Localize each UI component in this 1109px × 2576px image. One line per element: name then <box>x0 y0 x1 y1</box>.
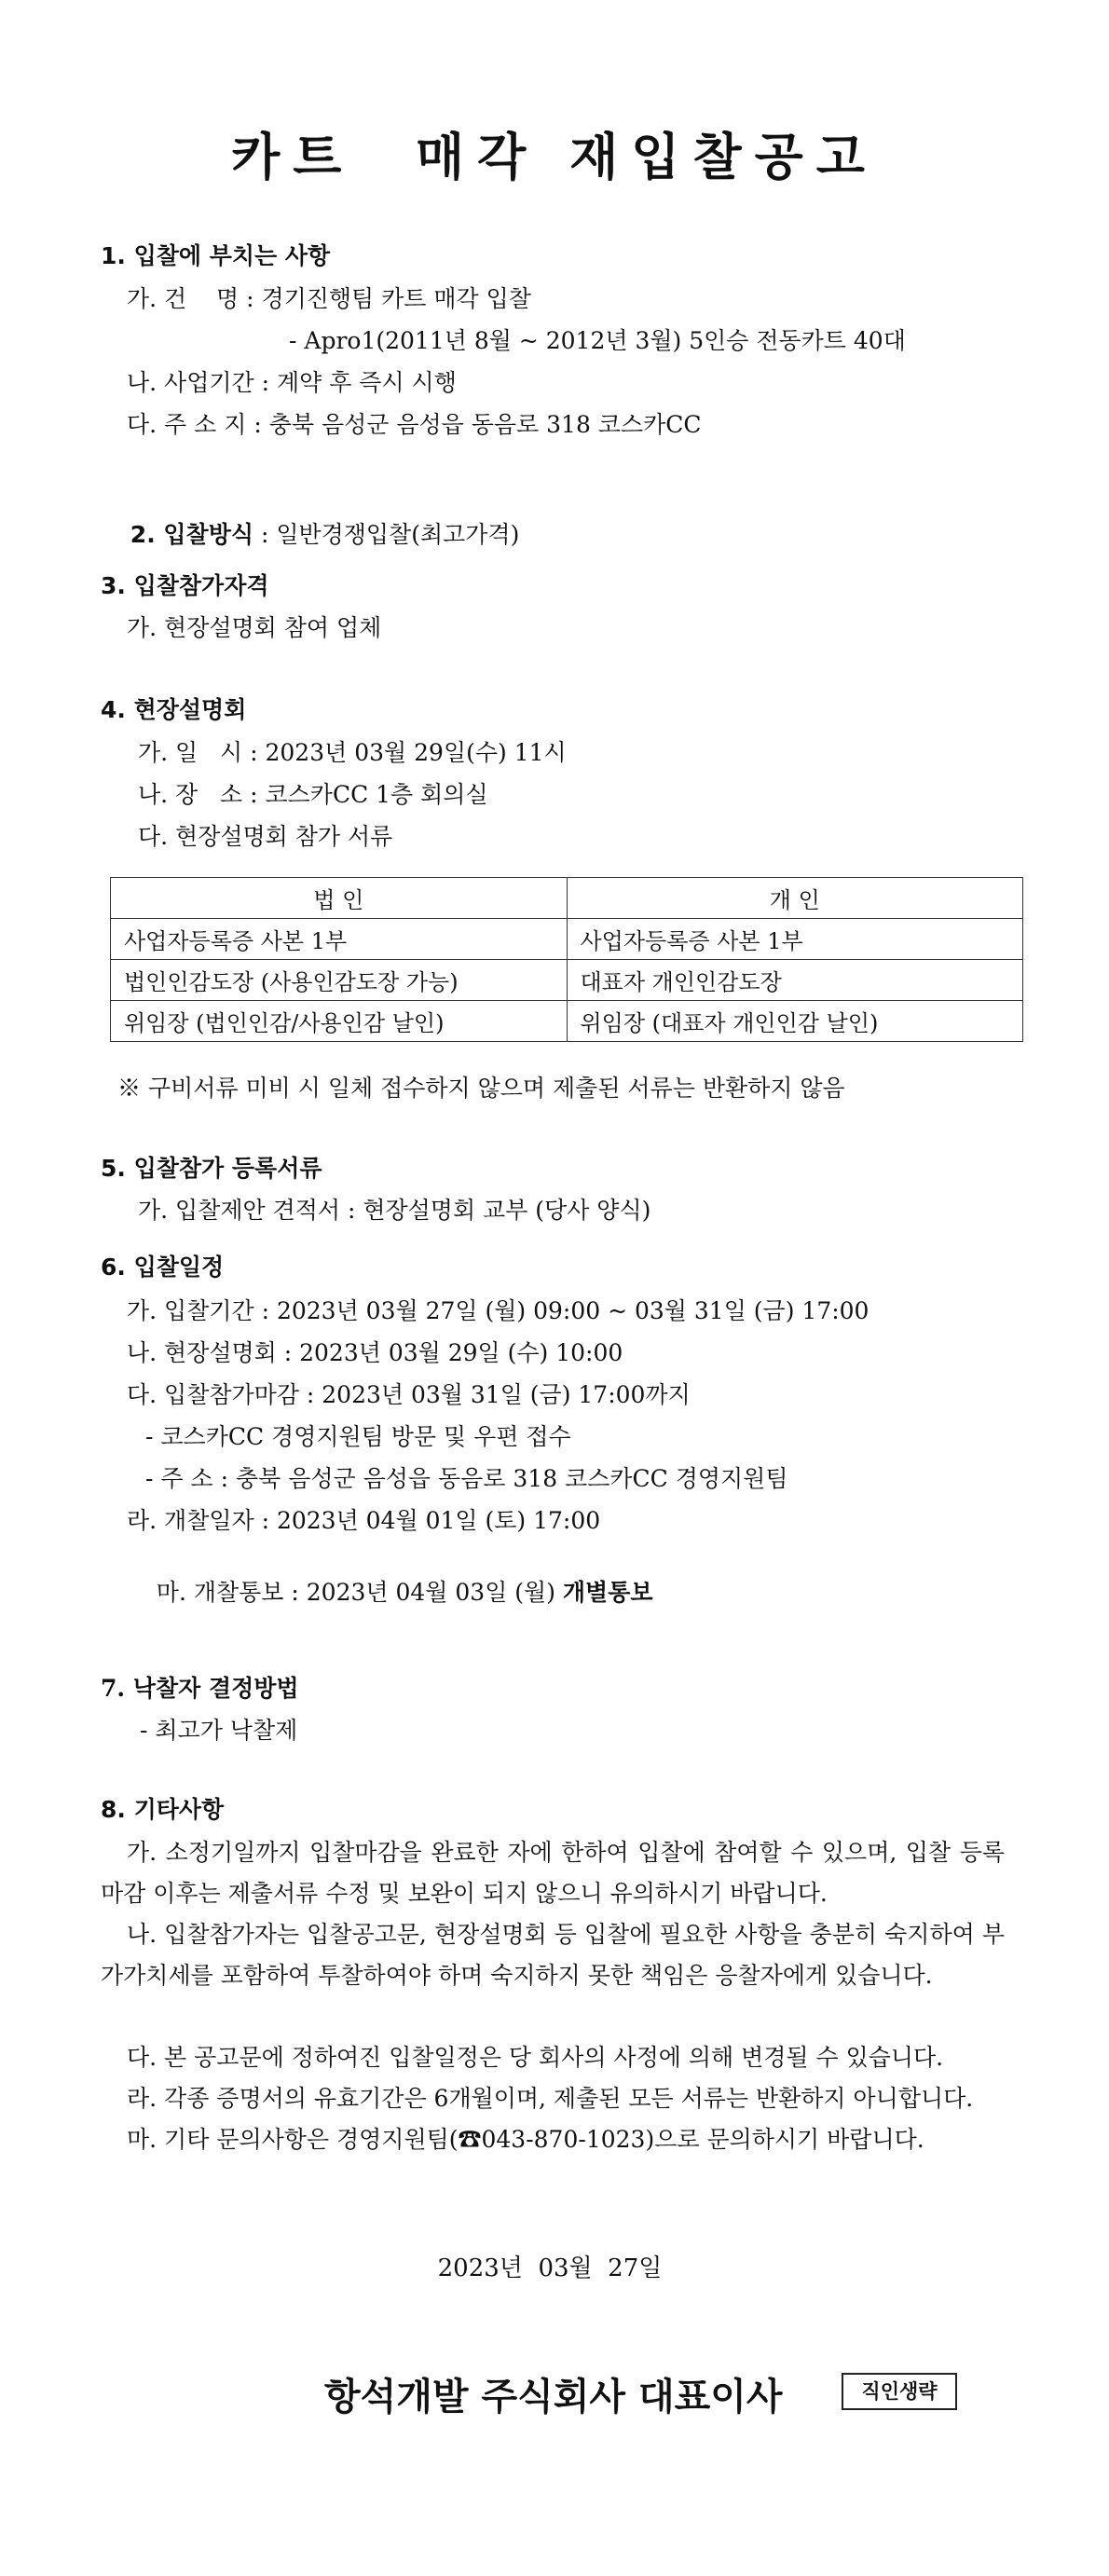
section-4-date: 가. 일 시 : 2023년 03월 29일(수) 11시 <box>138 739 567 766</box>
schedule-notification-emphasis: 개별통보 <box>562 1579 653 1606</box>
section-5-item: 가. 입찰제안 견적서 : 현장설명회 교부 (당사 양식) <box>138 1197 651 1224</box>
schedule-briefing: 나. 현장설명회 : 2023년 03월 29일 (수) 10:00 <box>127 1339 623 1366</box>
section-6-heading: 6. 입찰일정 <box>101 1254 225 1281</box>
schedule-deadline: 다. 입찰참가마감 : 2023년 03월 31일 (금) 17:00까지 <box>127 1381 691 1408</box>
section-1-address: 다. 주 소 지 : 충북 음성군 음성읍 동음로 318 코스카CC <box>127 411 702 438</box>
section-8-heading: 8. 기타사항 <box>101 1796 225 1823</box>
table-header-corporate: 법 인 <box>111 878 568 919</box>
seal-omitted-box: 직인생략 <box>842 2373 957 2410</box>
section-8-paragraph-b: 나. 입찰참가자는 입찰공고문, 현장설명회 등 입찰에 필요한 사항을 충분히 숙지하여 부가가치세를 포함하여 투찰하여야 하며 숙지하지 못한 책임은 응찰자에게 있습니다. <box>101 1921 1005 1989</box>
schedule-notification <box>127 1548 653 1637</box>
table-cell: 위임장 (대표자 개인인감 날인) <box>567 1001 1023 1042</box>
section-4-place: 나. 장 소 : 코스카CC 1층 회의실 <box>138 781 488 808</box>
section-1-name: 가. 건 명 : 경기진행팀 카트 매각 입찰 <box>127 285 531 312</box>
schedule-deadline-method: - 코스카CC 경영지원팀 방문 및 우편 접수 <box>145 1423 571 1450</box>
required-documents-table <box>110 877 1023 1042</box>
section-4-note: ※ 구비서류 미비 시 일체 접수하지 않으며 제출된 서류는 반환하지 않음 <box>117 1075 845 1102</box>
schedule-bid-period: 가. 입찰기간 : 2023년 03월 27일 (월) 09:00 ~ 03월 31일 (금) 17:00 <box>127 1297 869 1324</box>
section-7-item: - 최고가 낙찰제 <box>140 1717 298 1744</box>
table-row <box>111 919 1023 960</box>
section-8-paragraph-a: 가. 소정기일까지 입찰마감을 완료한 자에 한하여 입찰에 참여할 수 있으며, 입찰 등록마감 이후는 제출서류 수정 및 보완이 되지 않으니 유의하시기 바랍니다. <box>101 1839 1005 1907</box>
section-4-heading: 4. 현장설명회 <box>101 696 247 723</box>
section-2-line <box>101 490 519 580</box>
table-header-row <box>111 878 1023 919</box>
table-header-individual: 개 인 <box>567 878 1023 919</box>
table-cell: 사업자등록증 사본 1부 <box>111 919 568 960</box>
section-1-name-detail: - Apro1(2011년 8월 ~ 2012년 3월) 5인승 전동카트 40대 <box>289 327 906 354</box>
table-row <box>111 1001 1023 1042</box>
section-4-docs-label: 다. 현장설명회 참가 서류 <box>138 823 393 850</box>
table-cell: 사업자등록증 사본 1부 <box>567 919 1023 960</box>
section-7-heading: 7. 낙찰자 결정방법 <box>101 1675 299 1702</box>
table-cell: 위임장 (법인인감/사용인감 날인) <box>111 1001 568 1042</box>
section-8-paragraph-e: 마. 기타 문의사항은 경영지원팀(☎043-870-1023)으로 문의하시기 바랍니다. <box>127 2126 924 2153</box>
section-3-heading: 3. 입찰참가자격 <box>101 572 269 599</box>
section-3-item: 가. 현장설명회 참여 업체 <box>127 614 382 641</box>
schedule-opening-date: 라. 개찰일자 : 2023년 04월 01일 (토) 17:00 <box>127 1507 601 1534</box>
section-5-heading: 5. 입찰참가 등록서류 <box>101 1155 322 1182</box>
section-8-paragraph-c: 다. 본 공고문에 정하여진 입찰일정은 당 회사의 사정에 의해 변경될 수 있습니다. <box>127 2044 944 2071</box>
section-2-text: : 일반경쟁입찰(최고가격) <box>253 521 520 548</box>
section-1-heading: 1. 입찰에 부치는 사항 <box>101 242 331 269</box>
table-cell: 법인인감도장 (사용인감도장 가능) <box>111 960 568 1001</box>
section-1-period: 나. 사업기간 : 계약 후 즉시 시행 <box>127 369 457 396</box>
section-8-paragraph-d: 라. 각종 증명서의 유효기간은 6개월이며, 제출된 모든 서류는 반환하지 아니합니다. <box>127 2085 974 2112</box>
table-cell: 대표자 개인인감도장 <box>567 960 1023 1001</box>
schedule-deadline-address: - 주 소 : 충북 음성군 음성읍 동음로 318 코스카CC 경영지원팀 <box>145 1465 788 1492</box>
document-title: 카트 매각 재입찰공고 <box>231 128 878 186</box>
announcement-date: 2023년 03월 27일 <box>437 2254 663 2282</box>
table-row <box>111 960 1023 1001</box>
company-name: 항석개발 주식회사 대표이사 <box>324 2376 783 2418</box>
schedule-notification-text: 마. 개찰통보 : 2023년 04월 03일 (월) <box>156 1579 563 1606</box>
section-2-heading: 2. 입찰방식 <box>130 521 253 548</box>
